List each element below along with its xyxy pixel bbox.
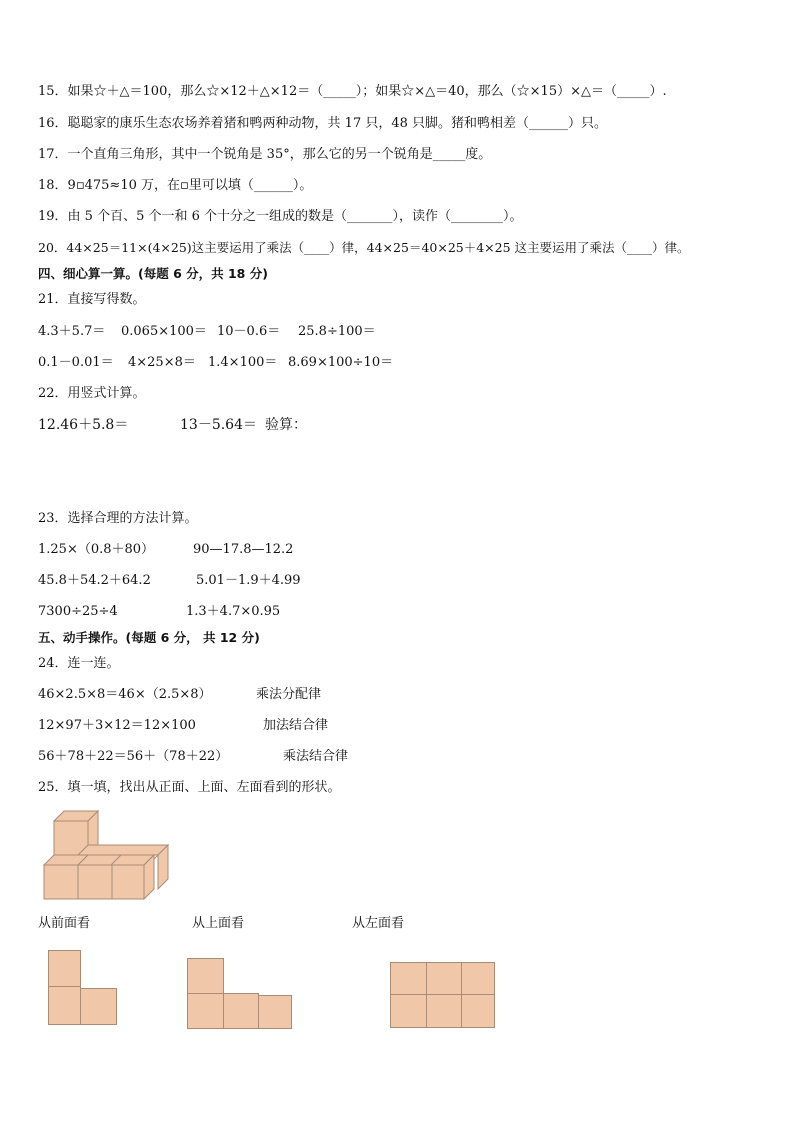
- square: [461, 994, 495, 1028]
- q24-right-item: 乘法分配律: [256, 687, 322, 702]
- q21-item: 0.065×100＝: [121, 324, 207, 339]
- square: [426, 962, 462, 995]
- square: [48, 950, 81, 987]
- q22-item: 12.46＋5.8＝: [38, 417, 129, 433]
- q21-item: 1.4×100＝: [208, 355, 278, 370]
- section4-title: 四、细心算一算。(每题 6 分，共 18 分): [38, 266, 268, 281]
- square: [187, 958, 224, 994]
- question-22-prompt: 22．用竖式计算。: [38, 386, 146, 401]
- section5-title: 五、动手操作。(每题 6 分， 共 12 分): [38, 630, 260, 645]
- q24-left-item: 12×97＋3×12＝12×100: [38, 718, 196, 733]
- q21-item: 4×25×8＝: [128, 355, 196, 370]
- square: [258, 995, 292, 1029]
- question-15: 15．如果☆＋△＝100，那么☆×12＋△×12＝（_____）；如果☆×△＝40，那么（☆×15）×△＝（_____）.: [38, 84, 667, 99]
- square: [390, 994, 427, 1028]
- q21-item: 10－0.6＝: [217, 324, 281, 339]
- square: [461, 962, 495, 995]
- q24-left-item: 56＋78＋22＝56＋（78＋22）: [38, 749, 229, 764]
- q24-right-item: 加法结合律: [263, 718, 329, 733]
- question-21-prompt: 21．直接写得数。: [38, 292, 146, 307]
- question-25-prompt: 25．填一填，找出从正面、上面、左面看到的形状。: [38, 780, 341, 795]
- q22-item: 13－5.64＝: [180, 417, 257, 433]
- question-17: 17．一个直角三角形，其中一个锐角是 35°，那么它的另一个锐角是_____度。: [38, 147, 492, 162]
- q23-item: 1.25×（0.8＋80）: [38, 542, 155, 557]
- q23-item: 1.3＋4.7×0.95: [186, 604, 281, 619]
- question-16: 16．聪聪家的康乐生态农场养着猪和鸭两种动物，共 17 只，48 只脚。猪和鸭相差（______）只。: [38, 116, 608, 131]
- q23-item: 90—17.8—12.2: [193, 542, 294, 557]
- question-20: 20．44×25＝11×(4×25)这主要运用了乘法（____）律，44×25＝40×25＋4×25 这主要运用了乘法（____）律。: [38, 240, 690, 255]
- cube-stack-figure: [40, 805, 175, 900]
- q22-item: 验算：: [265, 417, 307, 433]
- q24-right-item: 乘法结合律: [283, 749, 349, 764]
- q23-item: 5.01－1.9＋4.99: [196, 573, 301, 588]
- square: [48, 986, 81, 1025]
- square: [390, 962, 427, 995]
- q21-item: 25.8÷100＝: [298, 324, 376, 339]
- question-23-prompt: 23．选择合理的方法计算。: [38, 511, 198, 526]
- q23-item: 45.8＋54.2＋64.2: [38, 573, 151, 588]
- question-19: 19．由 5 个百、5 个一和 6 个十分之一组成的数是（_______），读作（________）。: [38, 209, 523, 224]
- question-24-prompt: 24．连一连。: [38, 656, 120, 671]
- square: [80, 988, 117, 1025]
- q23-item: 7300÷25÷4: [38, 604, 118, 619]
- square: [426, 994, 462, 1028]
- view-label-front: 从前面看: [38, 916, 91, 931]
- q24-left-item: 46×2.5×8＝46×（2.5×8）: [38, 687, 212, 702]
- view-label-top: 从上面看: [192, 916, 245, 931]
- question-18: 18．9▫475≈10 万，在▫里可以填（______）。: [38, 178, 313, 193]
- view-label-left: 从左面看: [352, 916, 405, 931]
- q21-item: 4.3＋5.7＝: [38, 324, 106, 339]
- q21-item: 0.1－0.01＝: [38, 355, 114, 370]
- square: [187, 993, 224, 1029]
- q21-item: 8.69×100÷10＝: [288, 355, 394, 370]
- square: [223, 993, 259, 1029]
